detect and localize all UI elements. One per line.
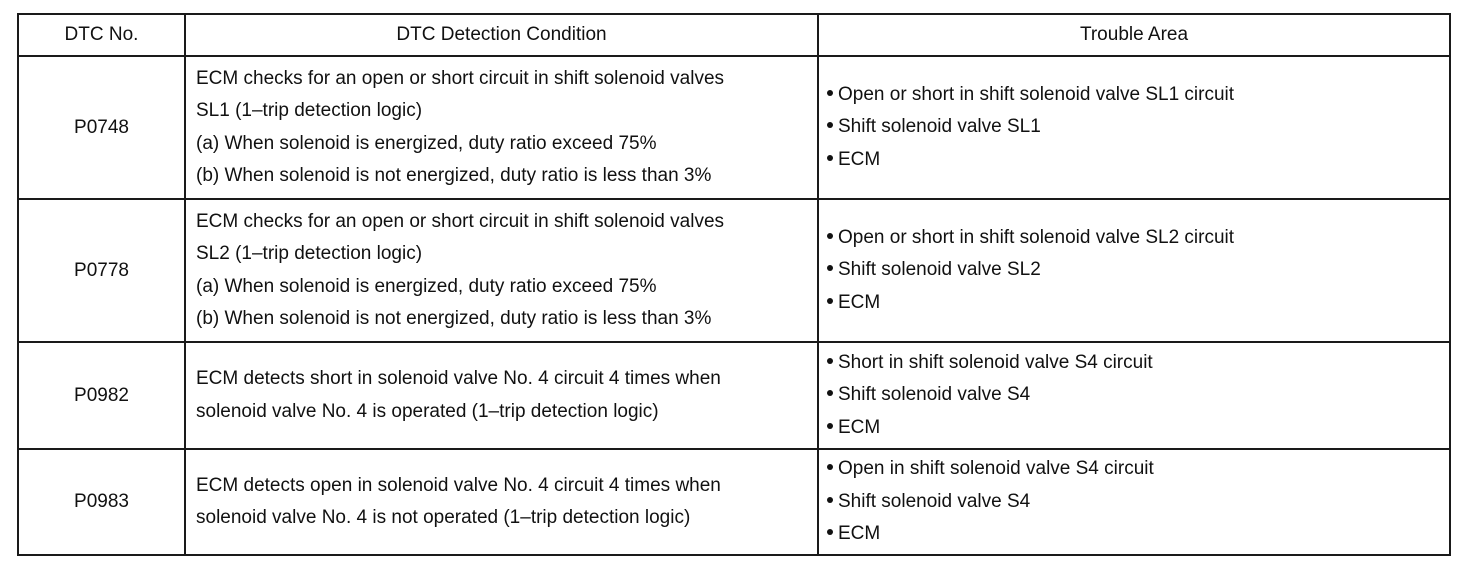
trouble-item [827, 379, 1449, 412]
trouble-item-text: Shift solenoid valve S4 [838, 384, 1031, 406]
condition-line: solenoid valve No. 4 is operated (1–trip detection logic) [196, 400, 659, 422]
bullet-icon [827, 464, 833, 470]
trouble-item-text: Open or short in shift solenoid valve SL1 circuit [838, 83, 1235, 105]
detection-condition [185, 199, 818, 342]
header-row [18, 14, 1450, 56]
trouble-area [818, 449, 1450, 555]
bullet-icon [827, 423, 833, 429]
trouble-item-text: Shift solenoid valve S4 [838, 490, 1031, 512]
condition-line: solenoid valve No. 4 is not operated (1–trip detection logic) [196, 507, 691, 528]
condition-line: ECM detects open in solenoid valve No. 4 circuit 4 times when [196, 474, 721, 496]
dtc-code: P0982 [18, 342, 185, 449]
trouble-area [818, 199, 1450, 342]
trouble-item [827, 287, 1449, 320]
table-row [18, 199, 1450, 342]
trouble-item [827, 111, 1449, 144]
table-row [18, 56, 1450, 199]
trouble-item [827, 254, 1449, 287]
detection-condition [185, 56, 818, 199]
trouble-item-text: ECM [838, 148, 881, 170]
trouble-item-text: Shift solenoid valve SL1 [838, 116, 1041, 138]
bullet-icon [827, 298, 833, 304]
trouble-item [827, 453, 1449, 486]
condition-line: SL1 (1–trip detection logic) [196, 100, 423, 121]
header-dtc-no: DTC No. [18, 14, 185, 56]
dtc-code: P0983 [18, 449, 185, 555]
dtc-table [17, 13, 1451, 556]
table-row [18, 342, 1450, 449]
trouble-item [827, 144, 1449, 177]
trouble-item [827, 79, 1449, 112]
condition-line: ECM checks for an open or short circuit in shift solenoid valves [196, 67, 725, 89]
condition-line: ECM detects short in solenoid valve No. 4 circuit 4 times when [196, 368, 721, 389]
trouble-item [827, 412, 1449, 445]
bullet-icon [827, 233, 833, 239]
trouble-item [827, 222, 1449, 255]
trouble-item-text: Open or short in shift solenoid valve SL2 circuit [838, 226, 1235, 248]
trouble-item-text: Short in shift solenoid valve S4 circuit [838, 351, 1153, 373]
trouble-item [827, 486, 1449, 519]
detection-condition [185, 449, 818, 555]
trouble-item-text: ECM [838, 523, 881, 545]
condition-line: SL2 (1–trip detection logic) [196, 243, 423, 264]
trouble-item-text: ECM [838, 291, 881, 313]
condition-line: (a) When solenoid is energized, duty ratio exceed 75% [196, 275, 657, 297]
detection-condition [185, 342, 818, 449]
bullet-icon [827, 390, 833, 396]
dtc-code: P0778 [18, 199, 185, 342]
condition-line: (b) When solenoid is not energized, duty ratio is less than 3% [196, 308, 712, 329]
trouble-item-text: Shift solenoid valve SL2 [838, 259, 1041, 281]
table-row [18, 449, 1450, 555]
condition-line: (a) When solenoid is energized, duty ratio exceed 75% [196, 132, 657, 154]
bullet-icon [827, 155, 833, 161]
bullet-icon [827, 497, 833, 503]
trouble-item-text: Open in shift solenoid valve S4 circuit [838, 458, 1154, 480]
bullet-icon [827, 90, 833, 96]
trouble-item [827, 518, 1449, 551]
trouble-item [827, 347, 1449, 380]
bullet-icon [827, 358, 833, 364]
header-detection-condition: DTC Detection Condition [185, 14, 818, 56]
bullet-icon [827, 265, 833, 271]
condition-line: ECM checks for an open or short circuit in shift solenoid valves [196, 210, 725, 232]
header-trouble-area: Trouble Area [818, 14, 1450, 56]
trouble-item-text: ECM [838, 416, 881, 438]
trouble-area [818, 342, 1450, 449]
dtc-code: P0748 [18, 56, 185, 199]
condition-line: (b) When solenoid is not energized, duty ratio is less than 3% [196, 165, 712, 186]
bullet-icon [827, 529, 833, 535]
bullet-icon [827, 122, 833, 128]
trouble-area [818, 56, 1450, 199]
